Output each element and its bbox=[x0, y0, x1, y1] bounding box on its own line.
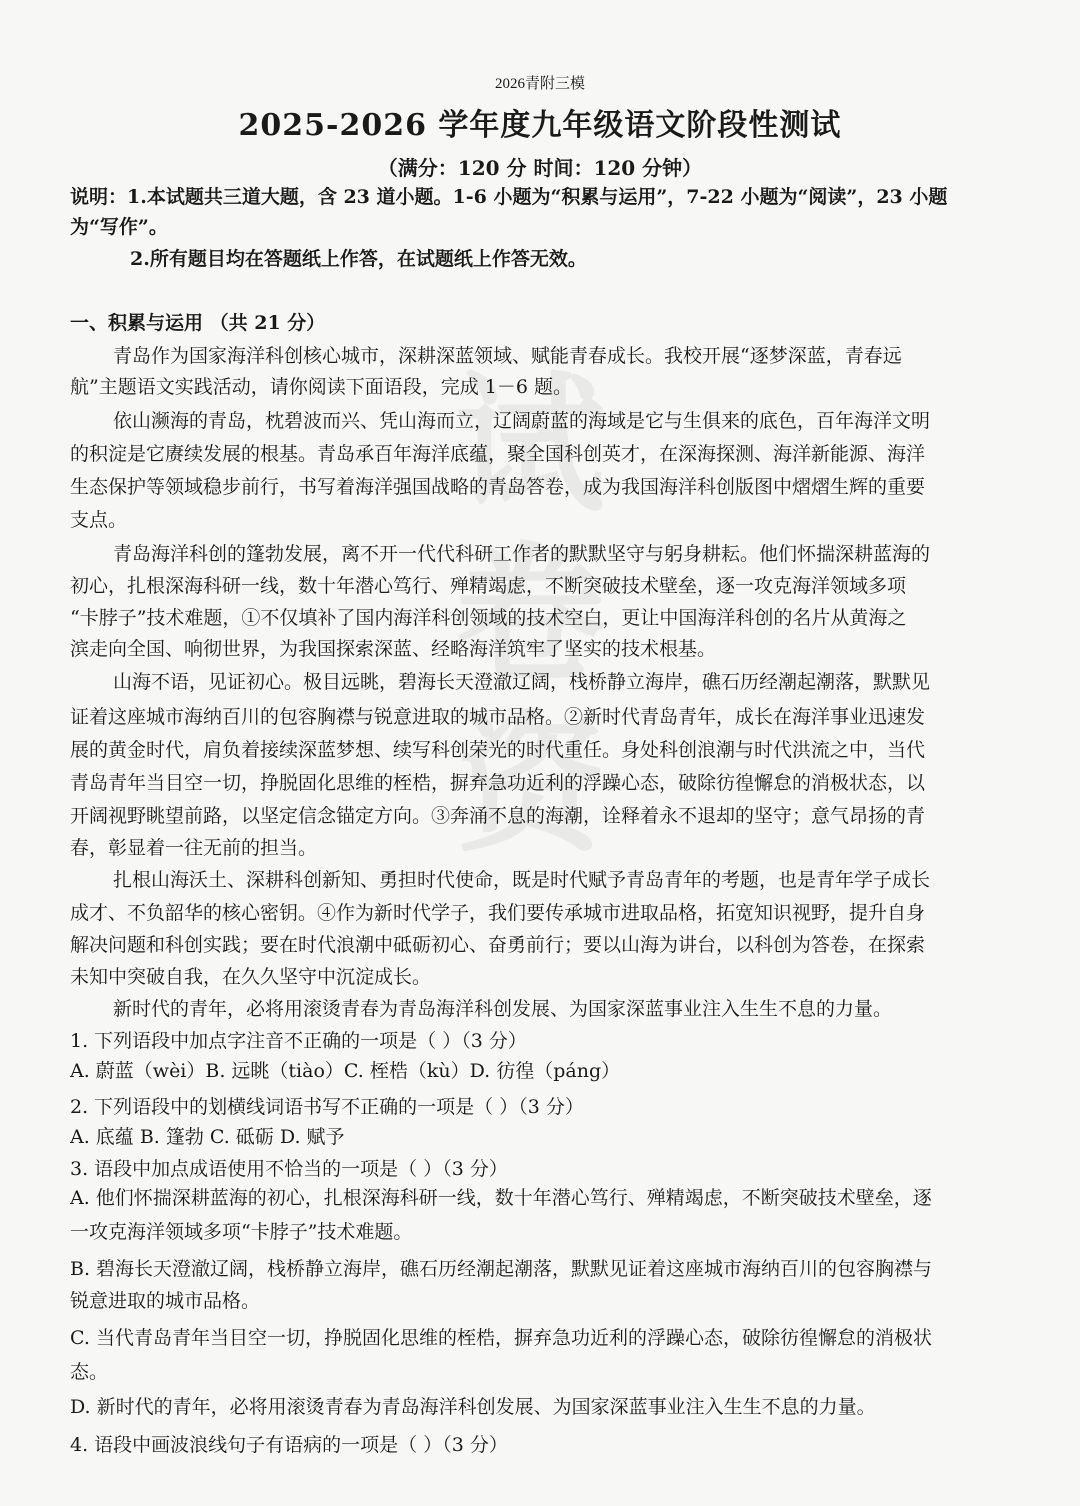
passage-line: 新时代的青年，必将用滚烫青春为青岛海洋科创发展、为国家深蓝事业注入生生不息的力量。 bbox=[113, 998, 893, 1020]
question-line: A. 蔚蓝（wèi）B. 远眺（tiào）C. 桎梏（kù）D. 彷徨（páng） bbox=[70, 1060, 621, 1082]
passage-line: 未知中突破自我，在久久坚守中沉淀成长。 bbox=[70, 966, 432, 988]
passage-line: 开阔视野眺望前路，以坚定信念锚定方向。③奔涌不息的海潮，诠释着永不退却的坚守；意气昂扬的青 bbox=[70, 805, 926, 827]
question-line: 4. 语段中画波浪线句子有语病的一项是（ ）（3 分） bbox=[70, 1434, 508, 1456]
question-line: 1. 下列语段中加点字注音不正确的一项是（ ）（3 分） bbox=[70, 1030, 527, 1052]
passage-line: 的积淀是它赓续发展的根基。青岛承百年海洋底蕴，聚全国科创英才，在深海探测、海洋新能源、海洋 bbox=[70, 443, 926, 465]
question-line: 2. 下列语段中的划横线词语书写不正确的一项是（ ）（3 分） bbox=[70, 1096, 584, 1118]
passage-line: 支点。 bbox=[70, 509, 128, 531]
instruction-line: 为“写作”。 bbox=[70, 216, 168, 238]
passage-line: 初心，扎根深海科研一线，数十年潜心笃行、殚精竭虑，不断突破技术壁垒，逐一攻克海洋领域多项 bbox=[70, 575, 907, 597]
passage-line: 航”主题语文实践活动，请你阅读下面语段，完成 1－6 题。 bbox=[70, 376, 572, 398]
passage-line: 扎根山海沃土、深耕科创新知、勇担时代使命，既是时代赋予青岛青年的考题，也是青年学子成长 bbox=[113, 869, 931, 891]
exam-tag: 2026青附三模 bbox=[494, 76, 585, 92]
watermark: 试 卷 资 bbox=[454, 357, 605, 873]
passage-line: 青岛海洋科创的篷勃发展，离不开一代代科研工作者的默默坚守与躬身耕耘。他们怀揣深耕蓝海的 bbox=[113, 543, 931, 565]
section-heading: 一、积累与运用 （共 21 分） bbox=[70, 312, 326, 334]
instruction-line: 说明：1.本试题共三道大题，含 23 道小题。1-6 小题为“积累与运用”，7-22 小题为“阅读”，23 小题 bbox=[70, 186, 948, 208]
question-line: 锐意进取的城市品格。 bbox=[70, 1290, 261, 1312]
passage-line: 依山濒海的青岛，枕碧波而兴、凭山海而立，辽阔蔚蓝的海域是它与生俱来的底色，百年海洋文明 bbox=[113, 410, 931, 432]
exam-subtitle: （满分：120 分 时间：120 分钟） bbox=[377, 156, 703, 180]
passage-line: 成才、不负韶华的核心密钥。④作为新时代学子，我们要传承城市进取品格，拓宽知识视野，提升自身 bbox=[70, 902, 926, 924]
passage-line: “卡脖子”技术难题，①不仅填补了国内海洋科创领域的技术空白，更让中国海洋科创的名片从黄海之 bbox=[70, 607, 907, 629]
passage-line: 生态保护等领域稳步前行，书写着海洋强国战略的青岛答卷，成为我国海洋科创版图中熠熠生辉的重要 bbox=[70, 476, 926, 498]
passage-line: 春，彰显着一往无前的担当。 bbox=[70, 837, 318, 859]
question-line: 一攻克海洋领域多项“卡脖子”技术难题。 bbox=[70, 1221, 413, 1243]
instruction-line: 2.所有题目均在答题纸上作答，在试题纸上作答无效。 bbox=[130, 248, 587, 270]
passage-line: 证着这座城市海纳百川的包容胸襟与锐意进取的城市品格。②新时代青岛青年，成长在海洋事业迅速发 bbox=[70, 706, 926, 728]
passage-line: 展的黄金时代，肩负着接续深蓝梦想、续写科创荣光的时代重任。身处科创浪潮与时代洪流之中，当代 bbox=[70, 739, 926, 761]
exam-title: 2025-2026 学年度九年级语文阶段性测试 bbox=[238, 108, 842, 143]
question-line: A. 底蕴 B. 篷勃 C. 砥砺 D. 赋予 bbox=[70, 1126, 345, 1148]
passage-line: 青岛青年当目空一切，挣脱固化思维的桎梏，摒弃急功近利的浮躁心态，破除彷徨懈怠的消极状态，以 bbox=[70, 772, 926, 794]
passage-line: 山海不语，见证初心。极目远眺，碧海长天澄澈辽阔，栈桥静立海岸，礁石历经潮起潮落，默默见 bbox=[113, 671, 931, 693]
question-line: 3. 语段中加点成语使用不恰当的一项是（ ）（3 分） bbox=[70, 1158, 508, 1180]
passage-line: 滨走向全国、响彻世界，为我国探索深蓝、经略海洋筑牢了坚实的技术根基。 bbox=[70, 638, 717, 660]
question-line: B. 碧海长天澄澈辽阔，栈桥静立海岸，礁石历经潮起潮落，默默见证着这座城市海纳百川的包容胸襟与 bbox=[70, 1258, 933, 1280]
question-line: A. 他们怀揣深耕蓝海的初心，扎根深海科研一线，数十年潜心笃行、殚精竭虑，不断突破技术壁垒，逐 bbox=[70, 1187, 932, 1209]
passage-line: 解决问题和科创实践；要在时代浪潮中砥砺初心、奋勇前行；要以山海为讲台，以科创为答卷，在探索 bbox=[70, 934, 926, 956]
question-line: D. 新时代的青年，必将用滚烫青春为青岛海洋科创发展、为国家深蓝事业注入生生不息的力量。 bbox=[70, 1396, 876, 1418]
question-line: C. 当代青岛青年当目空一切，挣脱固化思维的桎梏，摒弃急功近利的浮躁心态，破除彷徨懈怠的消极状 bbox=[70, 1327, 932, 1349]
passage-line: 青岛作为国家海洋科创核心城市，深耕深蓝领域、赋能青春成长。我校开展“逐梦深蓝，青春远 bbox=[113, 345, 902, 367]
question-line: 态。 bbox=[70, 1361, 109, 1383]
